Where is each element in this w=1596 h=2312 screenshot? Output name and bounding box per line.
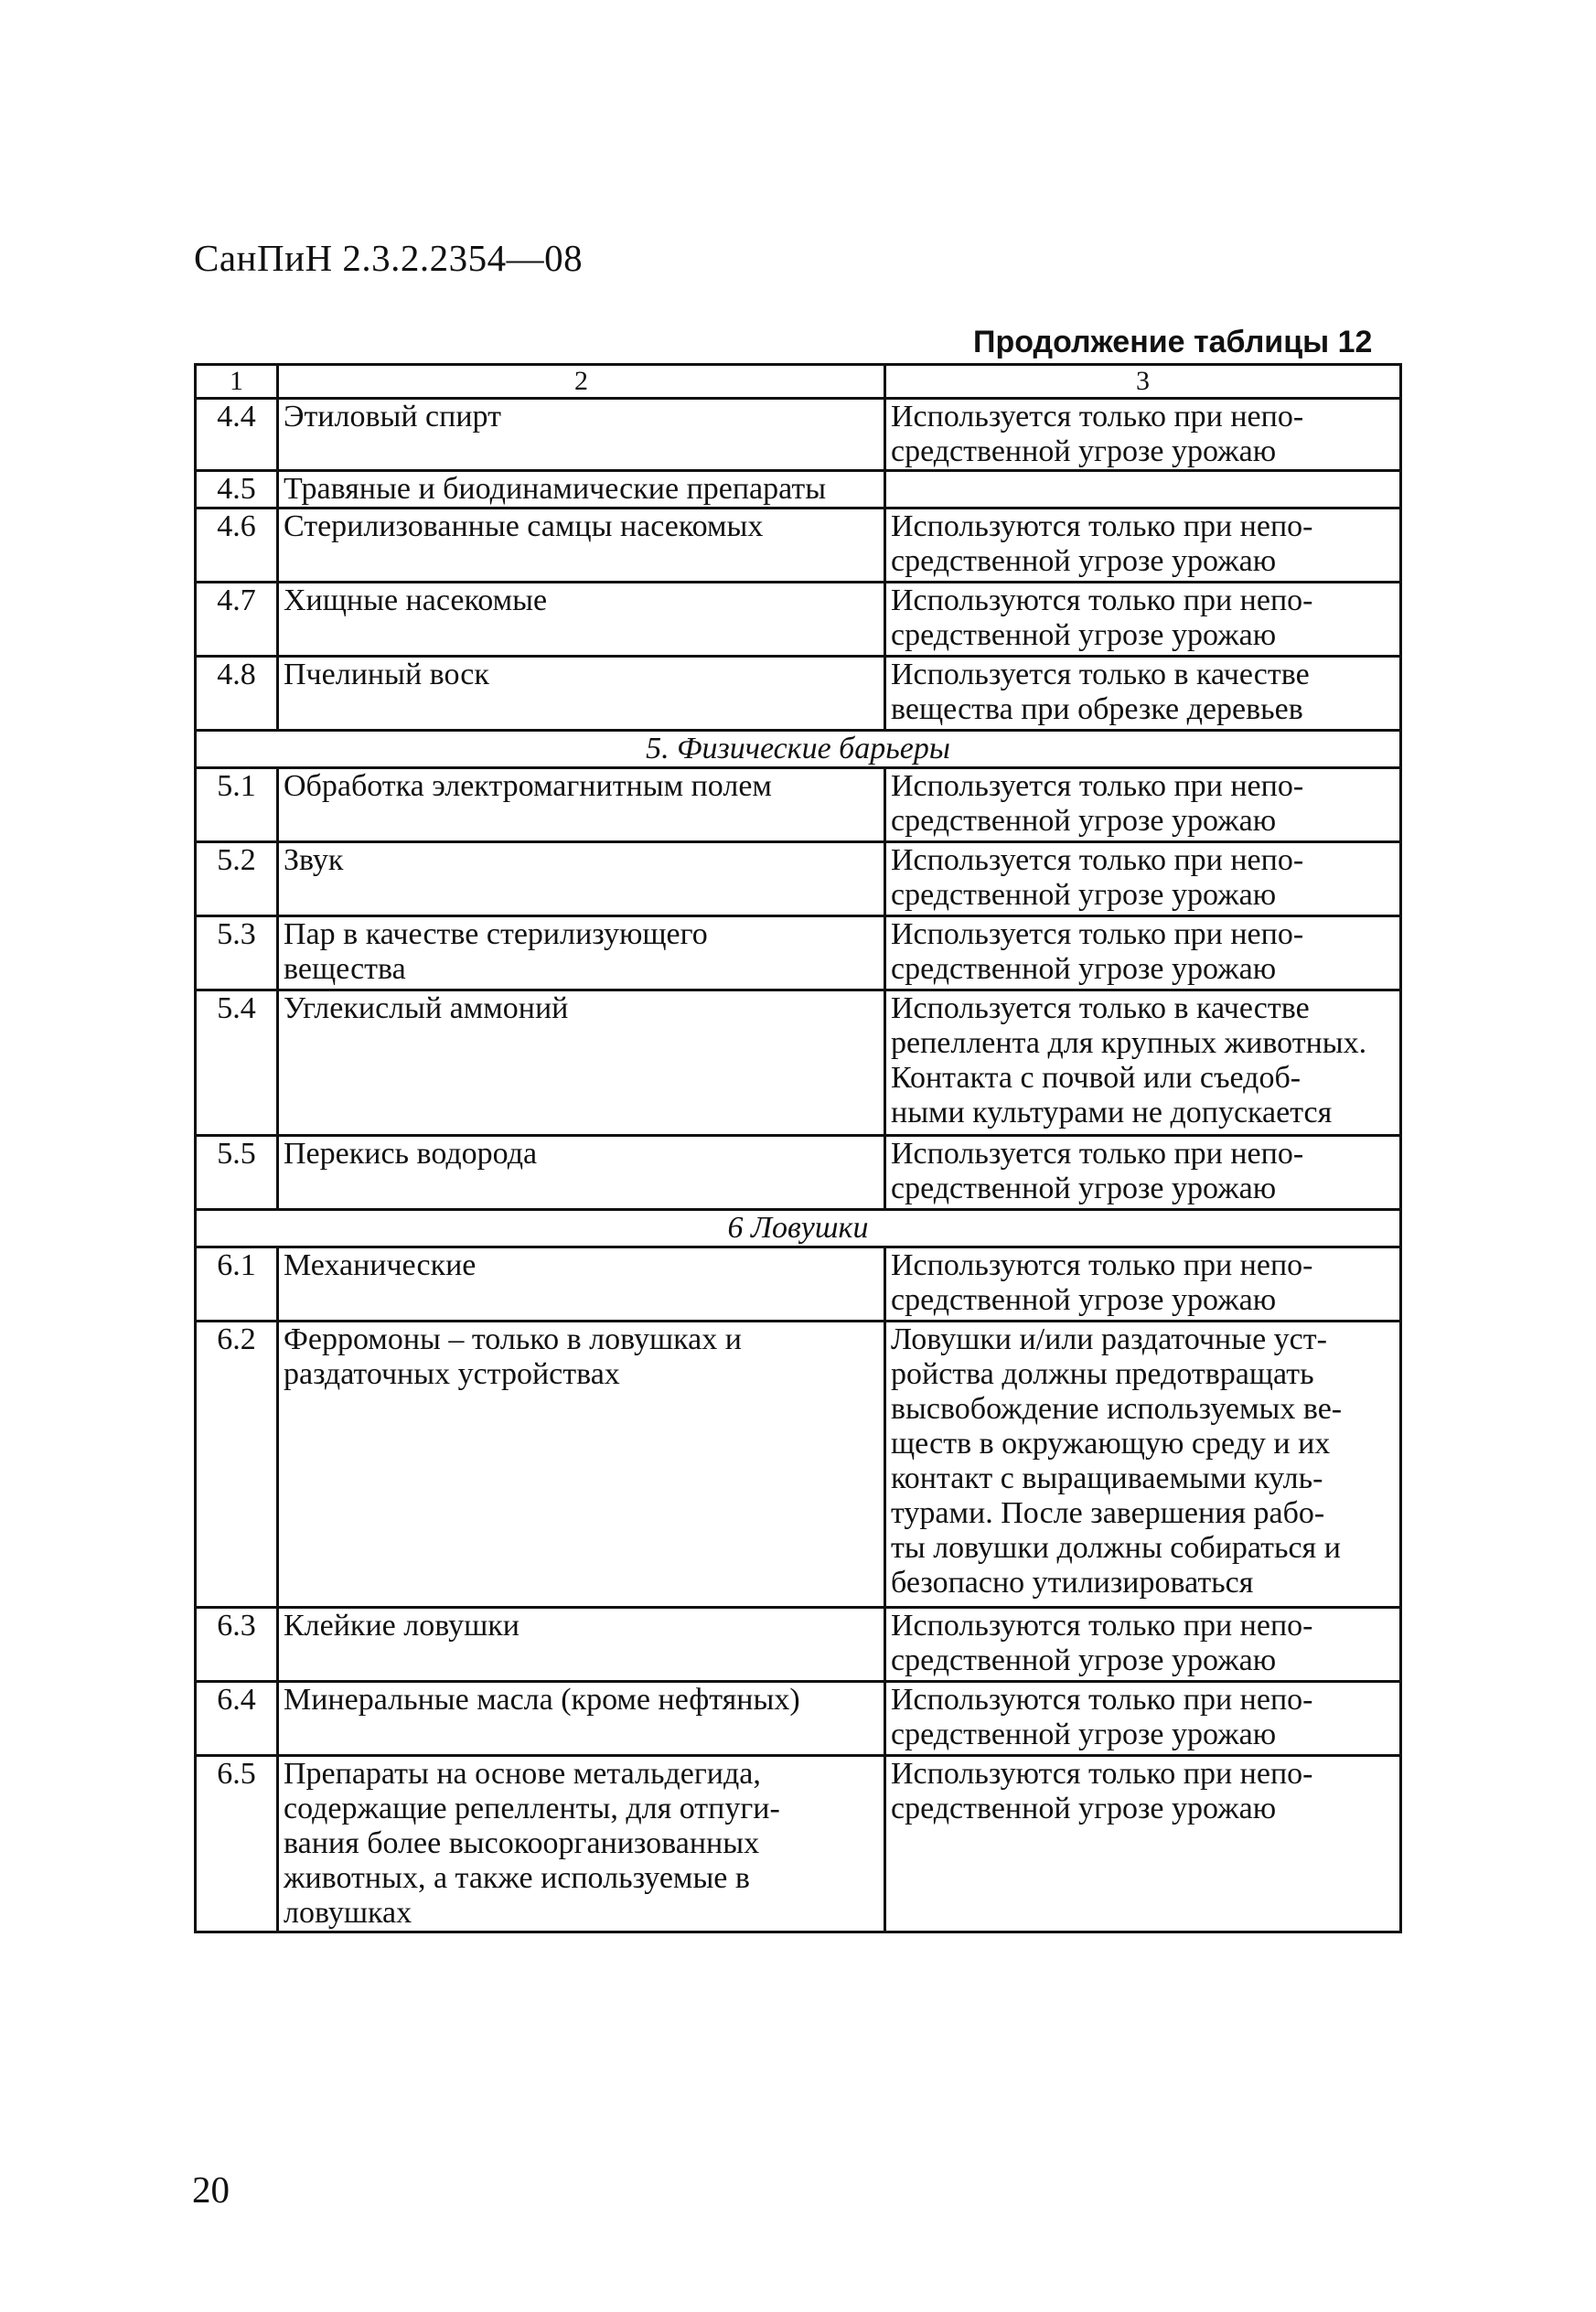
row-number: 4.4	[196, 399, 278, 471]
row-name: Ферромоны – только в ловушках и раздаточных устройствах	[278, 1322, 885, 1608]
table-header-row	[196, 365, 1401, 399]
table-row	[196, 508, 1401, 583]
table-row	[196, 990, 1401, 1136]
row-note: Используются только при непо- средственной угрозе урожаю	[885, 583, 1401, 657]
row-note: Используются только при непо- средственной угрозе урожаю	[885, 508, 1401, 583]
row-note: Используется только при непо- средственной угрозе урожаю	[885, 768, 1401, 842]
row-note: Используются только при непо- средственной угрозе урожаю	[885, 1608, 1401, 1682]
row-number: 5.2	[196, 842, 278, 916]
row-note: Используются только при непо- средственной угрозе урожаю	[885, 1682, 1401, 1756]
row-name: Пчелиный воск	[278, 657, 885, 731]
table-row	[196, 583, 1401, 657]
row-name: Механические	[278, 1247, 885, 1322]
row-note: Используется только при непо- средственной угрозе урожаю	[885, 916, 1401, 990]
row-name: Углекислый аммоний	[278, 990, 885, 1136]
row-number: 5.4	[196, 990, 278, 1136]
row-name: Этиловый спирт	[278, 399, 885, 471]
page-number: 20	[192, 2168, 230, 2210]
row-name: Пар в качестве стерилизующего вещества	[278, 916, 885, 990]
row-note	[885, 471, 1401, 508]
section-row	[196, 1210, 1401, 1247]
row-number: 6.5	[196, 1756, 278, 1932]
row-name: Звук	[278, 842, 885, 916]
section-row	[196, 731, 1401, 768]
row-note: Используется только при непо- средственной угрозе урожаю	[885, 1136, 1401, 1210]
row-number: 6.1	[196, 1247, 278, 1322]
row-name: Перекись водорода	[278, 1136, 885, 1210]
row-note: Используются только при непо- средственной угрозе урожаю	[885, 1756, 1401, 1932]
table-continuation-label: Продолжение таблицы 12	[973, 325, 1373, 359]
table-row	[196, 1682, 1401, 1756]
row-note: Ловушки и/или раздаточные уст- ройства должны предотвращать высвобождение используемых ве- ществ в окружающую среду и их контакт с выращиваемыми куль- турами. После завершения рабо- ты ловушки должны собираться и безопасно утилизироваться	[885, 1322, 1401, 1608]
table-row	[196, 399, 1401, 471]
table-row	[196, 471, 1401, 508]
row-name: Клейкие ловушки	[278, 1608, 885, 1682]
table-row	[196, 842, 1401, 916]
row-number: 4.5	[196, 471, 278, 508]
table-row	[196, 657, 1401, 731]
row-number: 5.3	[196, 916, 278, 990]
section-heading: 5. Физические барьеры	[196, 731, 1401, 768]
row-number: 4.7	[196, 583, 278, 657]
regulation-table	[194, 363, 1402, 1933]
row-note: Используется только при непо- средственной угрозе урожаю	[885, 399, 1401, 471]
row-name: Травяные и биодинамические препараты	[278, 471, 885, 508]
row-note: Используется только в качестве вещества при обрезке деревьев	[885, 657, 1401, 731]
column-header-1: 1	[196, 365, 278, 399]
table-row	[196, 1136, 1401, 1210]
row-number: 4.6	[196, 508, 278, 583]
row-name: Обработка электромагнитным полем	[278, 768, 885, 842]
row-number: 4.8	[196, 657, 278, 731]
row-name: Минеральные масла (кроме нефтяных)	[278, 1682, 885, 1756]
section-heading: 6 Ловушки	[196, 1210, 1401, 1247]
row-number: 6.3	[196, 1608, 278, 1682]
table-row	[196, 768, 1401, 842]
row-number: 6.2	[196, 1322, 278, 1608]
row-number: 5.5	[196, 1136, 278, 1210]
row-note: Используется только в качестве репеллента для крупных животных. Контакта с почвой или съедоб- ными культурами не допускается	[885, 990, 1401, 1136]
table-row	[196, 1608, 1401, 1682]
column-header-2: 2	[278, 365, 885, 399]
table-row	[196, 1756, 1401, 1932]
table-row	[196, 916, 1401, 990]
row-name: Препараты на основе метальдегида, содержащие репелленты, для отпуги- вания более высокоорганизованных животных, а также используемые в ловушках	[278, 1756, 885, 1932]
table-row	[196, 1247, 1401, 1322]
row-note: Используются только при непо- средственной угрозе урожаю	[885, 1247, 1401, 1322]
row-number: 5.1	[196, 768, 278, 842]
column-header-3: 3	[885, 365, 1401, 399]
document-code: СанПиН 2.3.2.2354—08	[194, 237, 584, 279]
table-row	[196, 1322, 1401, 1608]
row-note: Используется только при непо- средственной угрозе урожаю	[885, 842, 1401, 916]
row-name: Стерилизованные самцы насекомых	[278, 508, 885, 583]
row-number: 6.4	[196, 1682, 278, 1756]
row-name: Хищные насекомые	[278, 583, 885, 657]
